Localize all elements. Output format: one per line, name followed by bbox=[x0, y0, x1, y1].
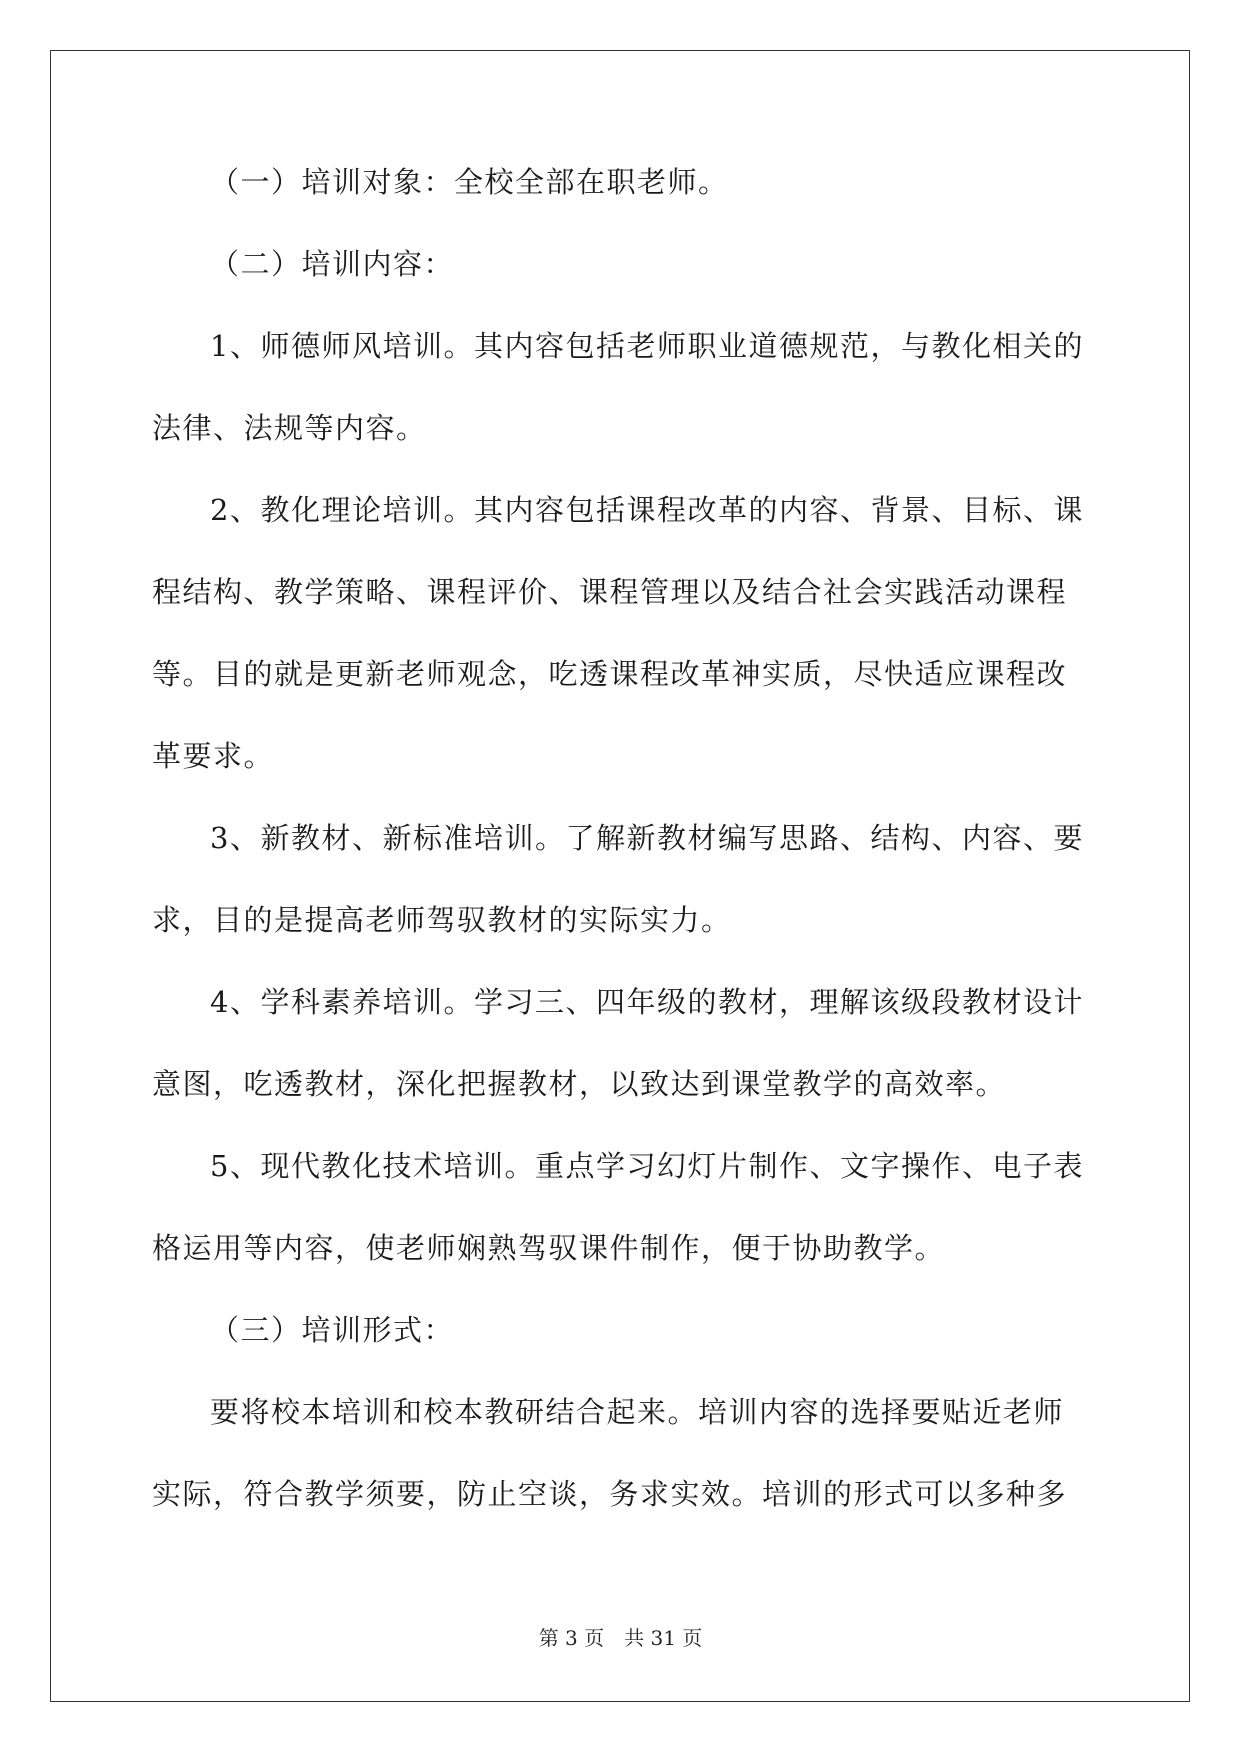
paragraph-line: 3、新教材、新标准培训。了解新教材编写思路、结构、内容、要 bbox=[210, 821, 1084, 855]
paragraph-line: 5、现代教化技术培训。重点学习幻灯片制作、文字操作、电子表 bbox=[210, 1149, 1084, 1183]
paragraph-line: 格运用等内容，使老师娴熟驾驭课件制作，便于协助教学。 bbox=[152, 1231, 946, 1265]
document-body bbox=[152, 165, 1084, 1562]
paragraph-line: 1、师德师风培训。其内容包括老师职业道德规范，与教化相关的 bbox=[210, 329, 1084, 363]
paragraph-line: 实际，符合教学须要，防止空谈，务求实效。培训的形式可以多种多 bbox=[152, 1477, 1068, 1511]
paragraph-line: 求，目的是提高老师驾驭教材的实际实力。 bbox=[152, 903, 732, 937]
paragraph-line: 革要求。 bbox=[152, 739, 275, 773]
section-heading-1: （一）培训对象：全校全部在职老师。 bbox=[210, 165, 729, 199]
paragraph-line: 等。目的就是更新老师观念，吃透课程改革神实质，尽快适应课程改 bbox=[152, 657, 1068, 691]
paragraph-line: 4、学科素养培训。学习三、四年级的教材，理解该级段教材设计 bbox=[210, 985, 1084, 1019]
paragraph-line: 意图，吃透教材，深化把握教材，以致达到课堂教学的高效率。 bbox=[152, 1067, 1007, 1101]
section-heading-3: （三）培训形式： bbox=[210, 1313, 455, 1347]
section-heading-2: （二）培训内容： bbox=[210, 247, 455, 281]
paragraph-line: 2、教化理论培训。其内容包括课程改革的内容、背景、目标、课 bbox=[210, 493, 1084, 527]
paragraph-line: 法律、法规等内容。 bbox=[152, 411, 427, 445]
page-footer: 第 3 页 共 31 页 bbox=[538, 1626, 703, 1650]
paragraph-line: 程结构、教学策略、课程评价、课程管理以及结合社会实践活动课程 bbox=[152, 575, 1068, 609]
paragraph-line: 要将校本培训和校本教研结合起来。培训内容的选择要贴近老师 bbox=[210, 1395, 1065, 1429]
